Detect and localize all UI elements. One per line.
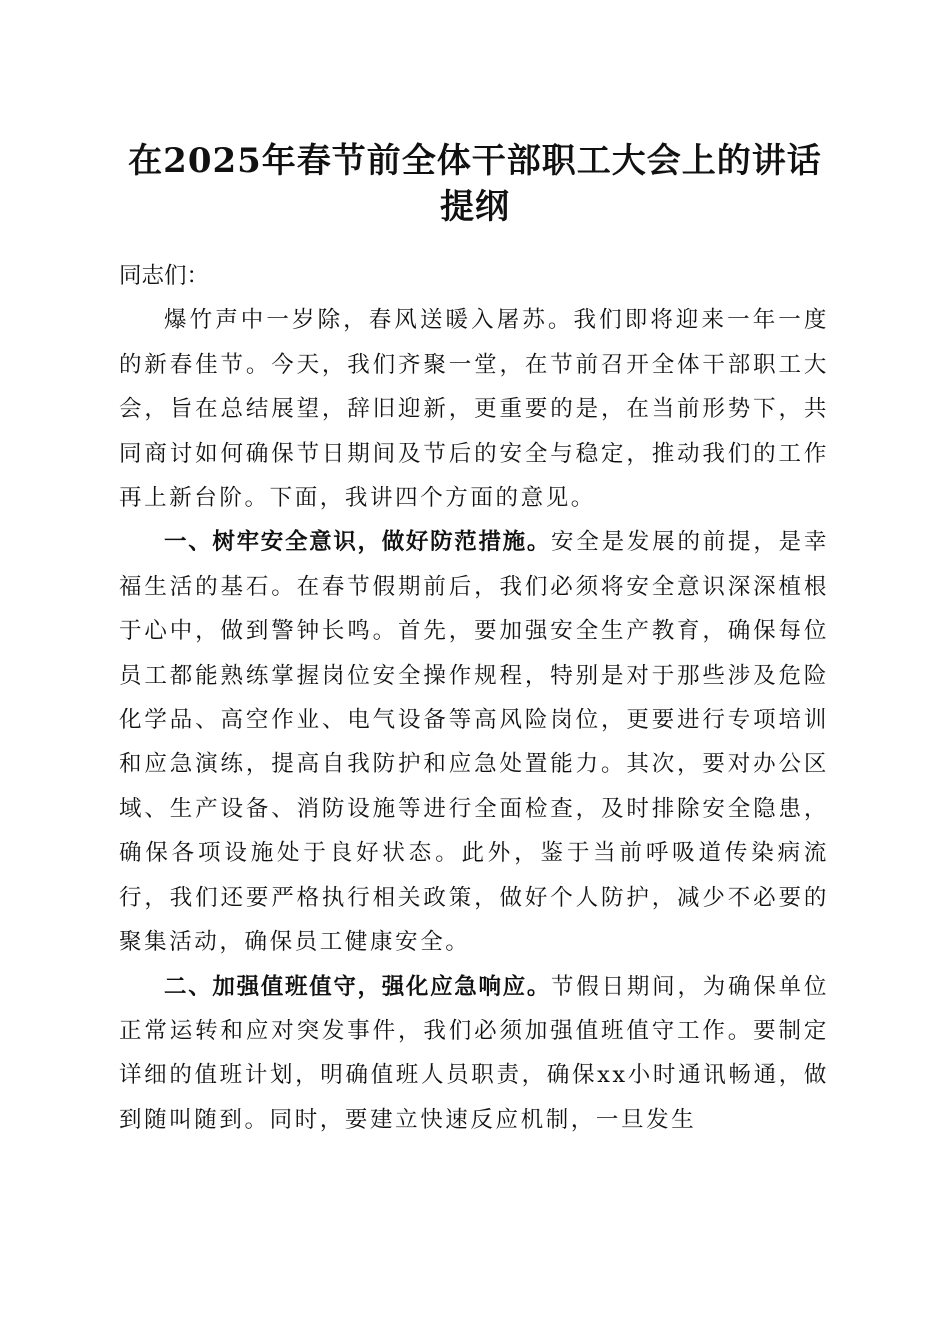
section-1-paragraph	[119, 520, 829, 964]
section-2-body: 节假日期间，为确保单位正常运转和应对突发事件，我们必须加强值班值守工作。要制定详细的值班计划，明确值班人员职责，确保xx小时通讯畅通，做到随叫随到。同时，要建立快速反应机制，一旦发生	[119, 973, 829, 1133]
section-2-heading: 二、加强值班值守，强化应急响应。	[164, 973, 552, 1000]
section-1-body: 安全是发展的前提，是幸福生活的基石。在春节假期前后，我们必须将安全意识深深植根于心中，做到警钟长鸣。首先，要加强安全生产教育，确保每位员工都能熟练掌握岗位安全操作规程，特别是对于那些涉及危险化学品、高空作业、电气设备等高风险岗位，更要进行专项培训和应急演练，提高自我防护和应急处置能力。其次，要对办公区域、生产设备、消防设施等进行全面检查，及时排除安全隐患，确保各项设施处于良好状态。此外，鉴于当前呼吸道传染病流行，我们还要严格执行相关政策，做好个人防护，减少不必要的聚集活动，确保员工健康安全。	[119, 529, 829, 956]
section-2-paragraph	[119, 965, 829, 1143]
document-title	[100, 138, 850, 230]
title-line-1: 在2025年春节前全体干部职工大会上的讲话	[128, 141, 822, 181]
title-line-2: 提纲	[440, 187, 510, 227]
intro-paragraph: 爆竹声中一岁除，春风送暖入屠苏。我们即将迎来一年一度的新春佳节。今天，我们齐聚一堂，在节前召开全体干部职工大会，旨在总结展望，辞旧迎新，更重要的是，在当前形势下，共同商讨如何确保节日期间及节后的安全与稳定，推动我们的工作再上新台阶。下面，我讲四个方面的意见。	[119, 307, 829, 512]
section-1-heading: 一、树牢安全意识，做好防范措施。	[164, 529, 552, 556]
salutation: 同志们：	[119, 263, 210, 289]
document-body	[119, 254, 829, 1142]
